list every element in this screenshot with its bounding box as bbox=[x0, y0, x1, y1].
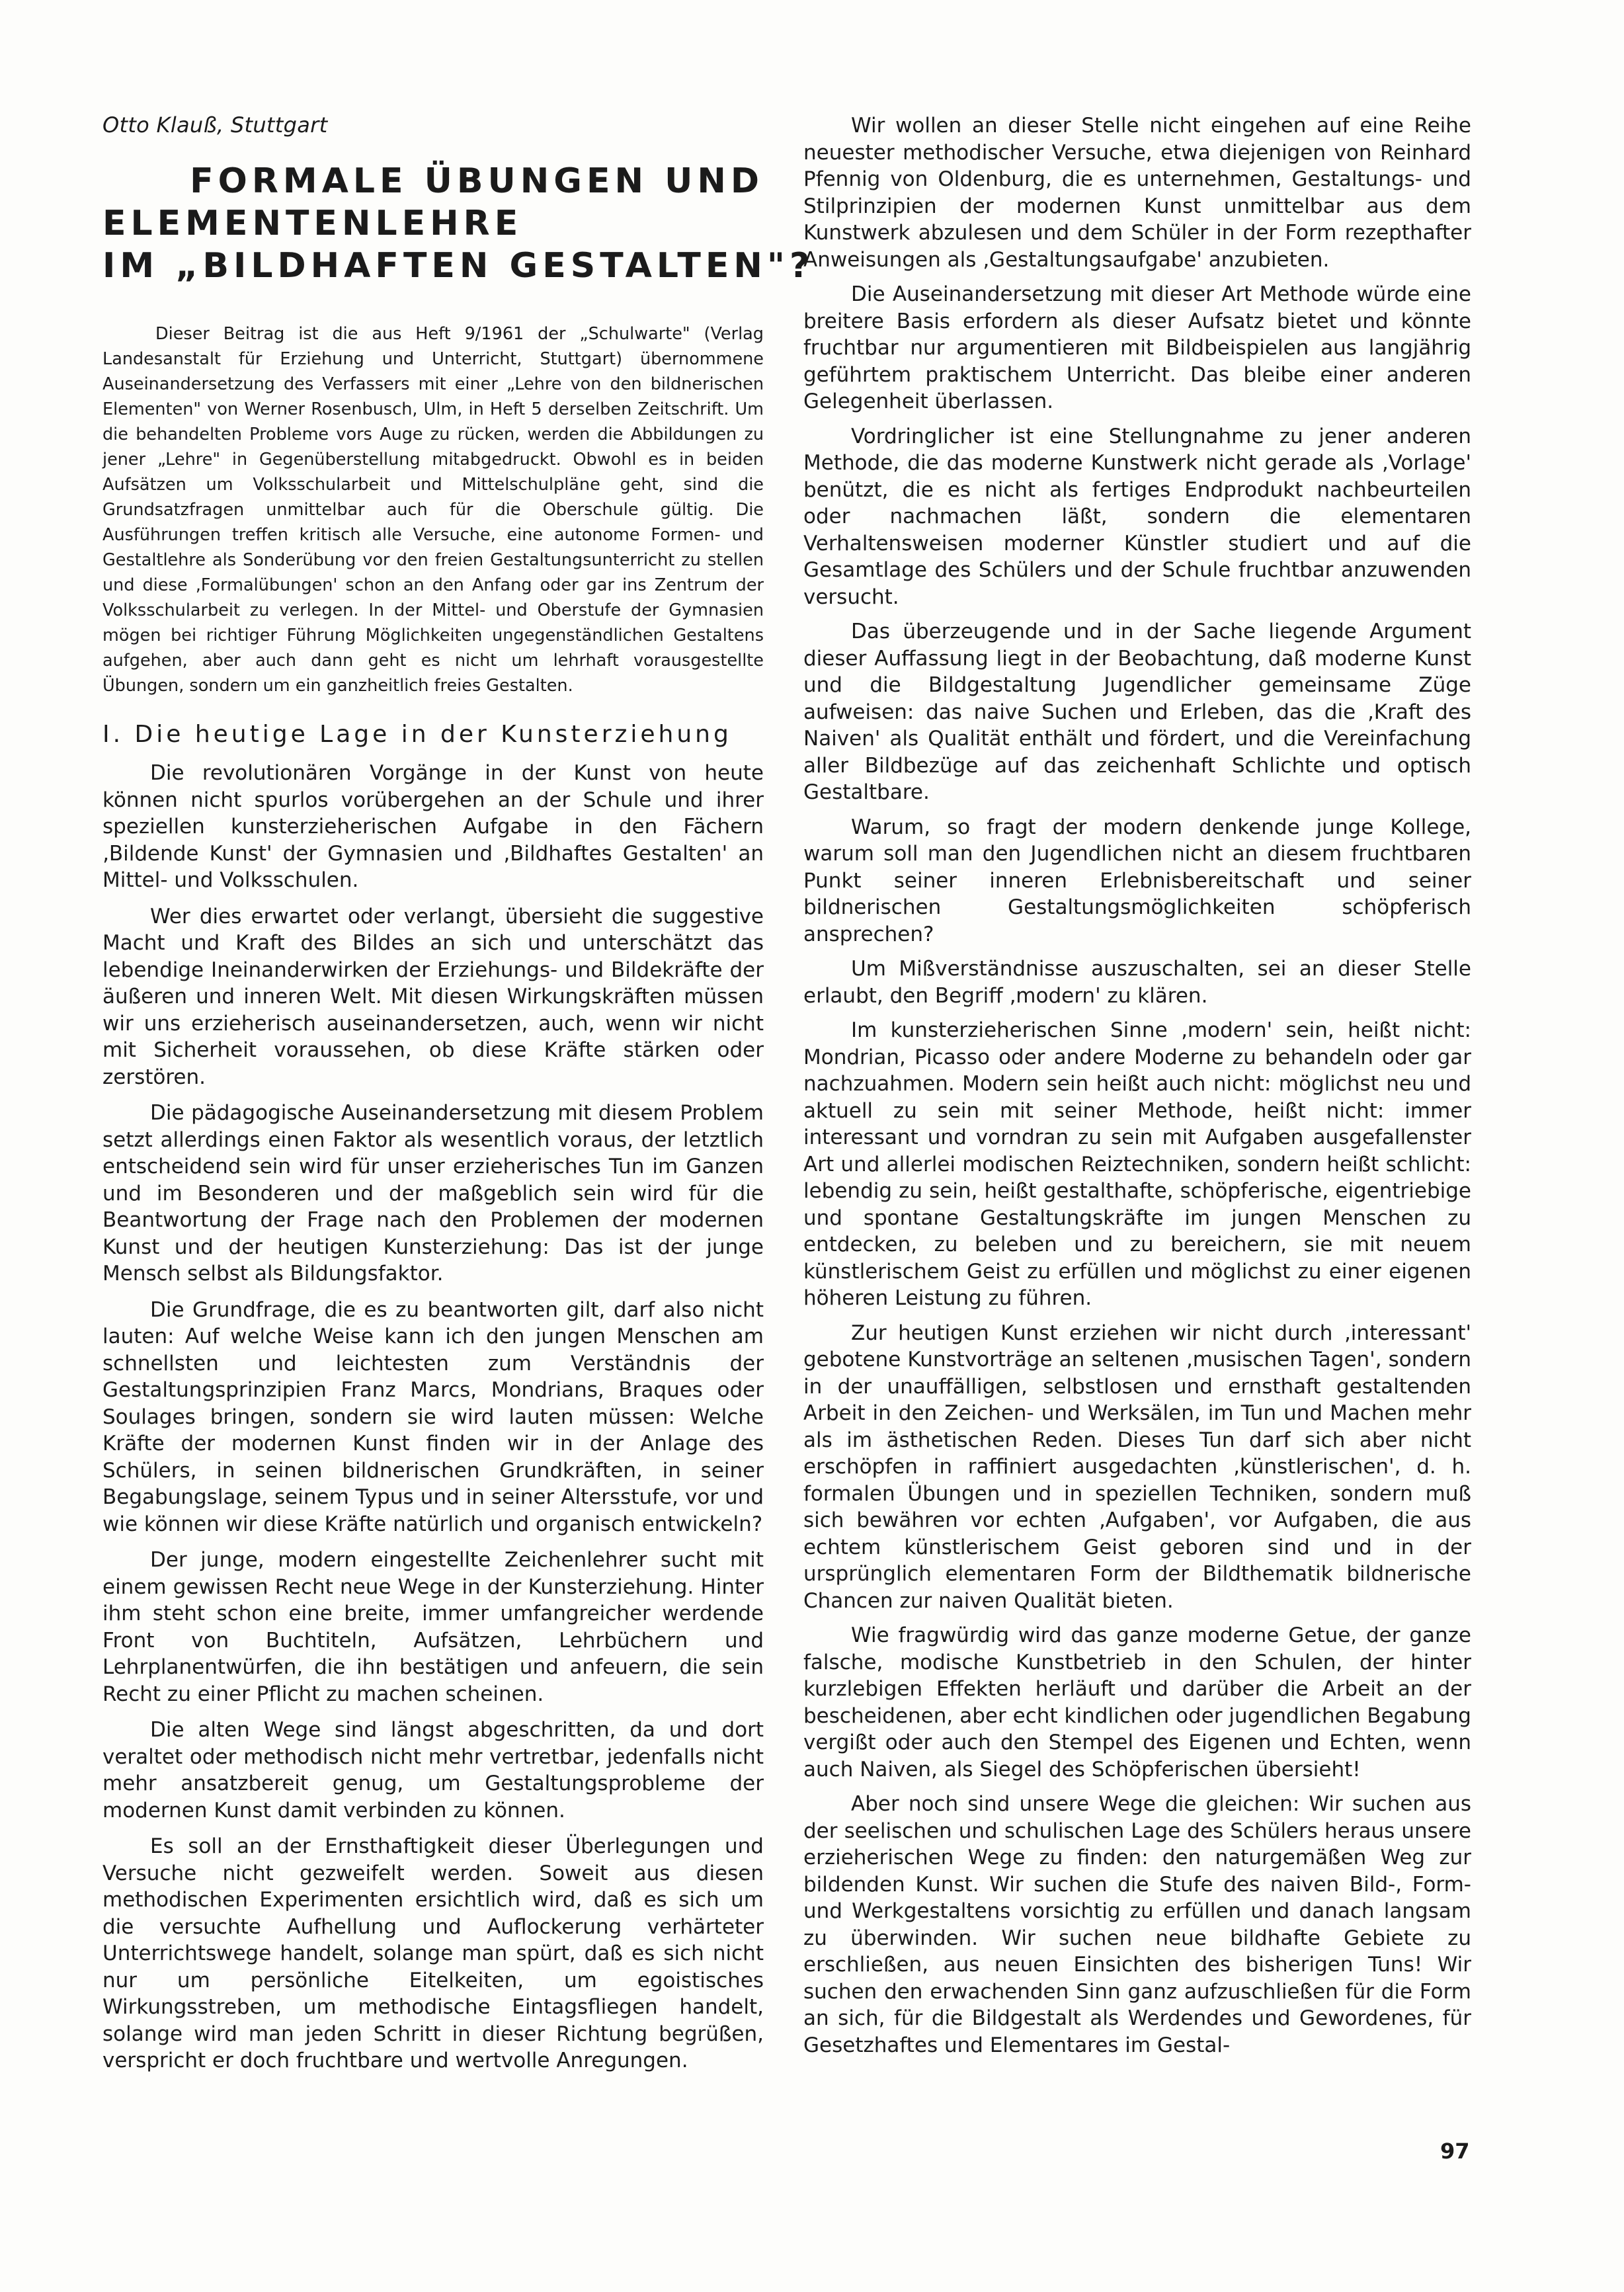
body-paragraph: Die alten Wege sind längst abgeschritten, da und dort veraltet oder methodisch nicht mehr vertretbar, jedenfalls nicht mehr ansatzbereit genug, um Gestaltungsprobleme der modernen Kunst damit verbinden zu können. bbox=[102, 1718, 764, 1822]
body-paragraph: Die Grundfrage, die es zu beantworten gilt, darf also nicht lauten: Auf welche Weise kann ich den jungen Menschen am schnellsten und leichtesten zum Verständnis der Gestaltungsprinzipien Franz Marcs, Mondrians, Braques oder Soulages bringen, sondern sie wird lauten müssen: Welche Kräfte der modernen Kunst finden wir in der Anlage des Schülers, in seinen bildnerischen Grundkräften, in seiner Begabungslage, seinem Typus und in seiner Altersstufe, vor und wie können wir diese Kräfte natürlich und organisch entwickeln? bbox=[102, 1297, 764, 1536]
left-column bbox=[102, 112, 815, 2084]
body-paragraph: Der junge, modern eingestellte Zeichenlehrer sucht mit einem gewissen Recht neue Wege in der Kunsterziehung. Hinter ihm steht schon eine breite, immer umfangreicher werdende Front von Buchtiteln, Aufsätzen, Lehrbüchern und Lehrplanentwürfen, die ihn bestätigen und anfeuern, die sein Recht zu einer Pflicht zu machen scheinen. bbox=[102, 1548, 764, 1706]
right-column bbox=[803, 112, 1471, 2067]
title-line-2: ELEMENTENLEHRE bbox=[102, 204, 523, 243]
page-number: 97 bbox=[1440, 2139, 1470, 2164]
body-paragraph: Im kunsterzieherischen Sinne ‚modern' sein, heißt nicht: Mondrian, Picasso oder andere Moderne zu behandeln oder gar nachzuahmen. Modern sein heißt auch nicht: möglichst neu und aktuell zu sein mit seiner Methode, heißt nicht: immer interessant und vorndran zu sein mit Aufgaben ausgefallenster Art und allerlei modischen Reiztechniken, sondern heißt schlicht: lebendig zu sein, heißt gestalthafte, schöpferische, eigentriebige und spontane Gestaltungskräfte im jungen Menschen zu entdecken, zu beleben und zu bereichern, sie mit neuem künstlerischem Geist zu erfüllen und möglichst zu einer eigenen höheren Leistung zu führen. bbox=[803, 1018, 1471, 1310]
body-paragraph: Die revolutionären Vorgänge in der Kunst von heute können nicht spurlos vorübergehen an der Schule und ihrer speziellen kunsterzieherischen Aufgabe in den Fächern ‚Bildende Kunst' der Gymnasien und ‚Bildhaftes Gestalten' an Mittel- und Volksschulen. bbox=[102, 761, 764, 892]
author-line: Otto Klauß, Stuttgart bbox=[102, 112, 328, 138]
editorial-abstract: Dieser Beitrag ist die aus Heft 9/1961 der „Schulwarte" (Verlag Landesanstalt für Erziehung und Unterricht, Stuttgart) übernommene Auseinandersetzung des Verfassers mit einer „Lehre von den bildnerischen Elementen" von Werner Rosenbusch, Ulm, in Heft 5 derselben Zeitschrift. Um die behandelten Probleme vors Auge zu rücken, werden die Abbildungen zu jener „Lehre" in Gegenüberstellung mitabgedruckt. Obwohl es in beiden Aufsätzen um Volksschularbeit und Mittelschulpläne geht, sind die Grundsatzfragen unmittelbar auch für die Oberschule gültig. Die Ausführungen treffen kritisch alle Versuche, eine autonome Formen- und Gestaltlehre als Sonderübung vor den freien Gestaltungsunterricht zu stellen und diese ‚Formalübungen' schon an den Anfang oder gar ins Zentrum der Volksschularbeit zu verlegen. In der Mittel- und Oberstufe der Gymnasien mögen bei richtiger Führung Möglichkeiten ungegenständlichen Gestaltens aufgehen, aber auch dann geht es nicht um lehrhaft vorausgestellte Übungen, sondern um ein ganzheitlich freies Gestalten. bbox=[102, 324, 764, 696]
body-paragraph: Die pädagogische Auseinandersetzung mit diesem Problem setzt allerdings einen Faktor als wesentlich voraus, der letztlich entscheidend sein wird für unser erzieherisches Tun im Ganzen und im Besonderen und der maßgeblich sein wird für die Beantwortung der Frage nach den Problemen der modernen Kunst und der heutigen Kunsterziehung: Das ist der junge Mensch selbst als Bildungsfaktor. bbox=[102, 1101, 764, 1286]
body-paragraph: Zur heutigen Kunst erziehen wir nicht durch ‚interessant' gebotene Kunstvorträge an seltenen ‚musischen Tagen', sondern in der unauffälligen, selbstlosen und ernsthaft gestaltenden Arbeit in den Zeichen- und Werksälen, im Tun und Machen mehr als im ästhetischen Reden. Dieses Tun darf sich aber nicht erschöpfen in raffiniert ausgedachten ‚künstlerischen', d. h. formalen Übungen und in speziellen Techniken, sondern muß sich bewähren vor echten ‚Aufgaben', vor Aufgaben, die aus echtem künstlerischem Geist geboren sind und in der ursprünglich elementaren Form der Bildthematik bildnerische Chancen zur naiven Qualität bieten. bbox=[803, 1321, 1471, 1613]
body-paragraph: Aber noch sind unsere Wege die gleichen: Wir suchen aus der seelischen und schulischen Lage des Schülers heraus unsere erzieherischen Wege zu finden: den naturgemäßen Weg zur bildenden Kunst. Wir suchen die Stufe des naiven Bild-, Form- und Werkgestaltens vorsichtig zu erfüllen und danach langsam zu überwinden. Wir suchen neue bildhafte Gebiete zu erschließen, aus neuen Einsichten des bisherigen Tuns! Wir suchen den erwachenden Sinn ganz aufzuschließen für die Form an sich, für die Bildgestalt als Werdendes und Gewordenes, für Gesetzhaftes und Elementares im Gestal- bbox=[803, 1792, 1471, 2057]
title-line-3: IM „BILDHAFTEN GESTALTEN"? bbox=[102, 246, 815, 286]
body-paragraph: Die Auseinandersetzung mit dieser Art Methode würde eine breitere Basis erfordern als dieser Aufsatz bietet und könnte fruchtbar nur argumentieren mit Bildbeispielen aus langjährig geführtem praktischem Unterricht. Das bleibe einer anderen Gelegenheit überlassen. bbox=[803, 282, 1471, 413]
body-paragraph: Vordringlicher ist eine Stellungnahme zu jener anderen Methode, die das moderne Kunstwerk nicht gerade als ‚Vorlage' benützt, die es nicht als fertiges Endprodukt nachbeurteilen oder nachmachen läßt, sondern die elementaren Verhaltensweisen moderner Künstler studiert und auf die Gesamtlage des Schülers und der Schule fruchtbar anzuwenden versucht. bbox=[803, 424, 1471, 609]
body-paragraph: Warum, so fragt der modern denkende junge Kollege, warum soll man den Jugendlichen nicht an diesem fruchtbaren Punkt seiner inneren Erlebnisbereitschaft und seiner bildnerischen Gestaltungsmöglichkeiten schöpferisch ansprechen? bbox=[803, 815, 1471, 946]
body-paragraph: Das überzeugende und in der Sache liegende Argument dieser Auffassung liegt in der Beobachtung, daß moderne Kunst und die Bildgestaltung Jugendlicher gemeinsame Züge aufweisen: das naive Suchen und Erleben, das die ‚Kraft des Naiven' als Qualität enthält und fördert, und die Vereinfachung aller Bildbezüge auf das zeichenhaft Schlichte und optisch Gestaltbare. bbox=[803, 620, 1471, 804]
body-paragraph: Wir wollen an dieser Stelle nicht eingehen auf eine Reihe neuester methodischer Versuche, etwa diejenigen von Reinhard Pfennig von Oldenburg, die es unternehmen, Gestaltungs- und Stilprinzipien der modernen Kunst unmittelbar aus dem Kunstwerk abzulesen und dem Schüler in der Form rezepthafter Anweisungen als ‚Gestaltungsaufgabe' anzubieten. bbox=[803, 114, 1471, 272]
title-line-1: FORMALE ÜBUNGEN UND bbox=[190, 161, 764, 201]
body-paragraph: Um Mißverständnisse auszuschalten, sei an dieser Stelle erlaubt, den Begriff ‚modern' zu klären. bbox=[803, 957, 1471, 1008]
article-title bbox=[102, 160, 815, 287]
section-heading: I. Die heutige Lage in der Kunsterziehung bbox=[102, 721, 732, 748]
body-paragraph: Wie fragwürdig wird das ganze moderne Getue, der ganze falsche, modische Kunstbetrieb in den Schulen, der hinter kurzlebigen Effekten herläuft und darüber die Arbeit an der bescheidenen, aber echt kindlichen oder jugendlichen Begabung vergißt oder auch den Stempel des Eigenen und Echten, wenn auch Naiven, als Siegel des Schöpferischen übersieht! bbox=[803, 1623, 1471, 1781]
body-paragraph: Wer dies erwartet oder verlangt, übersieht die suggestive Macht und Kraft des Bildes an sich und unterschätzt das lebendige Ineinanderwirken der Erziehungs- und Bildekräfte der äußeren und inneren Welt. Mit diesen Wirkungskräften müssen wir uns erzieherisch auseinandersetzen, auch, wenn wir nicht mit Sicherheit voraussehen, ob diese Kräfte stärken oder zerstören. bbox=[102, 904, 764, 1089]
body-paragraph: Es soll an der Ernsthaftigkeit dieser Überlegungen und Versuche nicht gezweifelt werden. Soweit aus diesen methodischen Experimenten ersichtlich wird, daß es sich um die versuchte Aufhellung und Auflockerung verhärteter Unterrichtswege handelt, solange man spürt, daß es sich nicht nur um persönliche Eitelkeiten, um egoistisches Wirkungsstreben, um methodische Eintagsfliegen handelt, solange wird man jeden Schritt in dieser Richtung begrüßen, verspricht er doch fruchtbare und wertvolle Anregungen. bbox=[102, 1834, 764, 2072]
